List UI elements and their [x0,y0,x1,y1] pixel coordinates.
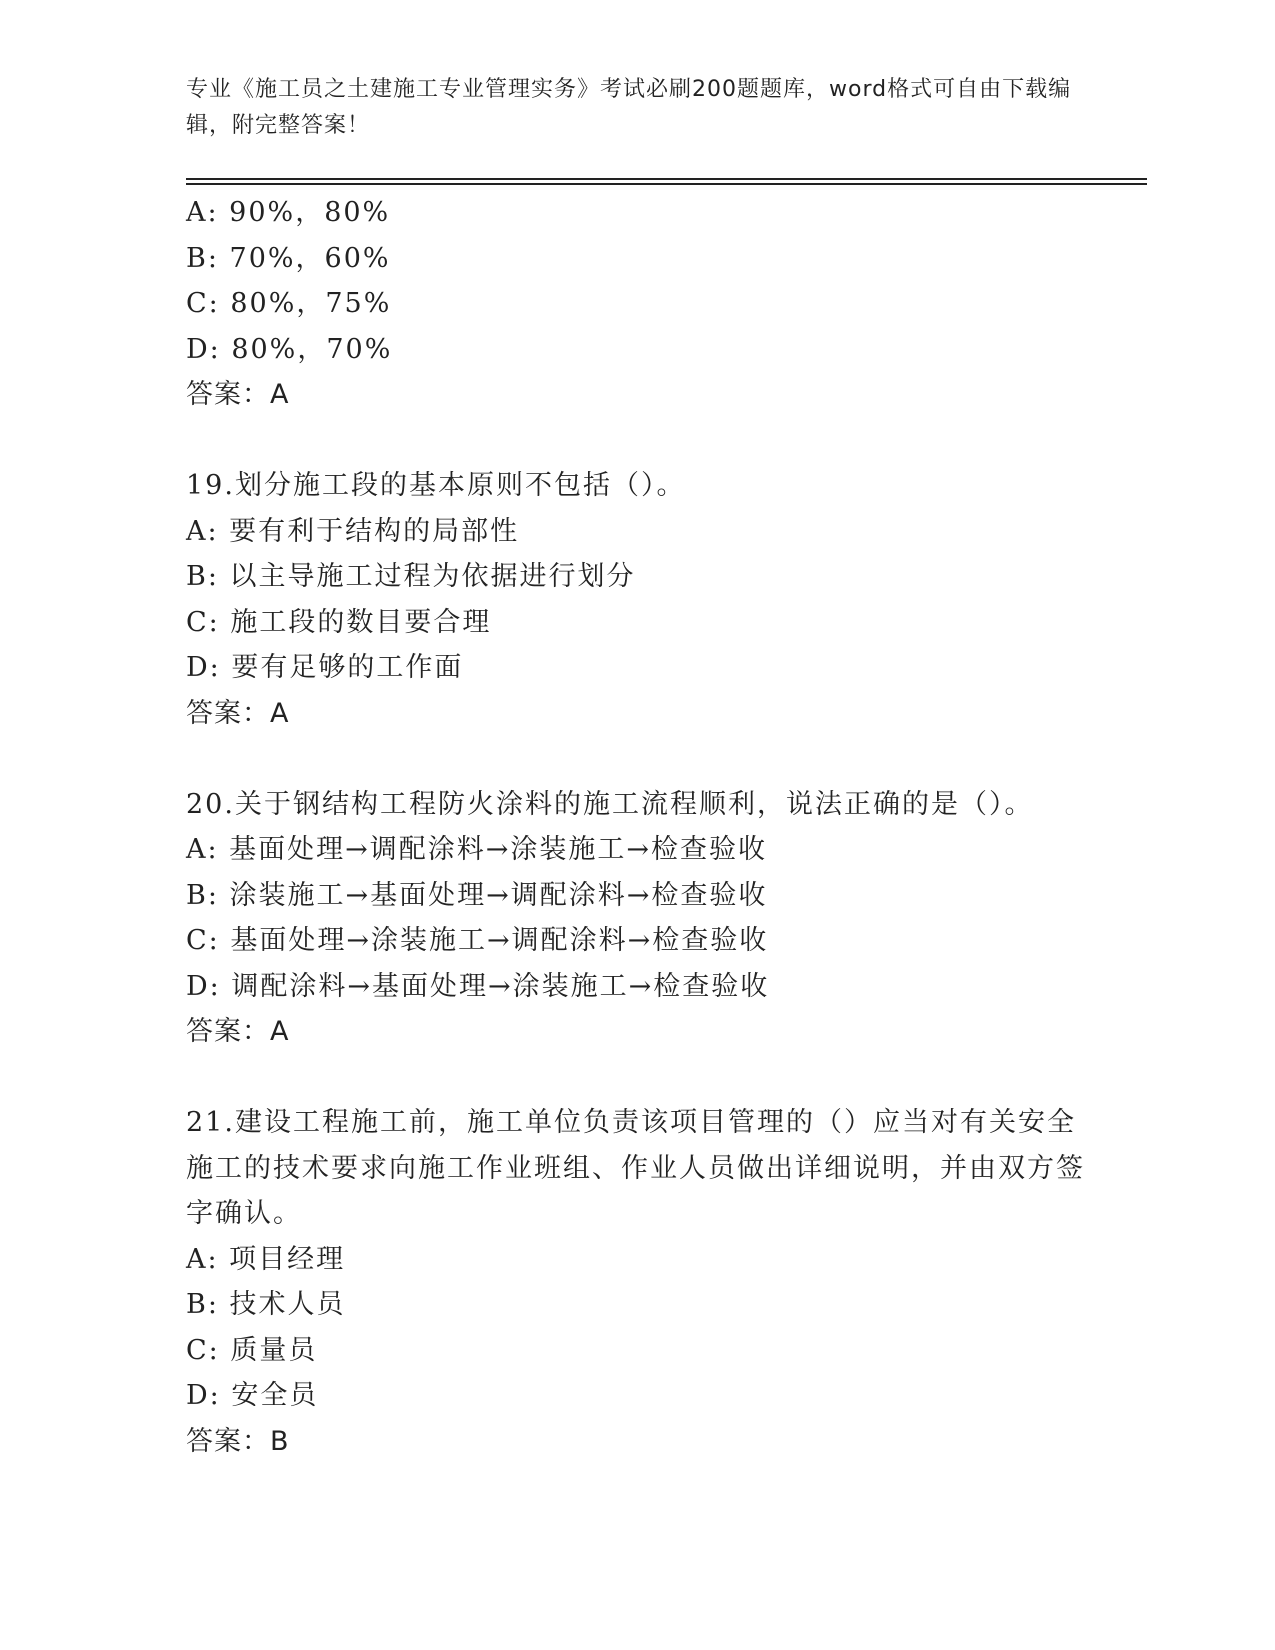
option-a: A: 要有利于结构的局部性 [186,515,520,547]
answer: 答案：A [186,379,290,410]
option-b: B: 70%，60% [186,242,391,274]
question-text: 19.划分施工段的基本原则不包括（）。 [186,470,686,501]
option-b: B: 以主导施工过程为依据进行划分 [186,561,636,592]
option-a: A: 项目经理 [186,1243,346,1275]
option-c: C: 80%，75% [186,288,392,319]
question-19 [186,463,1086,736]
option-c: C: 施工段的数目要合理 [186,606,492,638]
option-c: C: 质量员 [186,1334,318,1366]
header-divider-top [186,178,1147,180]
answer: 答案：A [186,697,290,729]
answer: 答案：A [186,1016,290,1047]
option-b: B: 涂装施工→基面处理→调配涂料→检查验收 [186,879,768,911]
option-d: D: 安全员 [186,1380,319,1411]
question-list [186,190,1086,1464]
question-20 [186,782,1086,1055]
option-d: D: 80%，70% [186,333,393,365]
option-a: A: 基面处理→调配涂料→涂装施工→检查验收 [186,834,768,865]
option-a: A: 90%，80% [186,197,391,228]
option-b: B: 技术人员 [186,1289,346,1320]
option-c: C: 基面处理→涂装施工→调配涂料→检查验收 [186,925,769,956]
header-divider-bottom [186,183,1147,185]
document-header: 专业《施工员之土建施工专业管理实务》考试必刷200题题库，word格式可自由下载编辑，附完整答案！ [186,77,1072,138]
answer: 答案：B [186,1425,290,1457]
option-d: D: 要有足够的工作面 [186,652,464,683]
question-text: 20.关于钢结构工程防火涂料的施工流程顺利，说法正确的是（）。 [186,788,1034,820]
option-d: D: 调配涂料→基面处理→涂装施工→检查验收 [186,970,770,1002]
prev-question [186,190,1086,418]
question-text: 21.建设工程施工前，施工单位负责该项目管理的（）应当对有关安全施工的技术要求向施工作业班组、作业人员做出详细说明，并由双方签字确认。 [186,1107,1085,1229]
question-21 [186,1100,1086,1464]
